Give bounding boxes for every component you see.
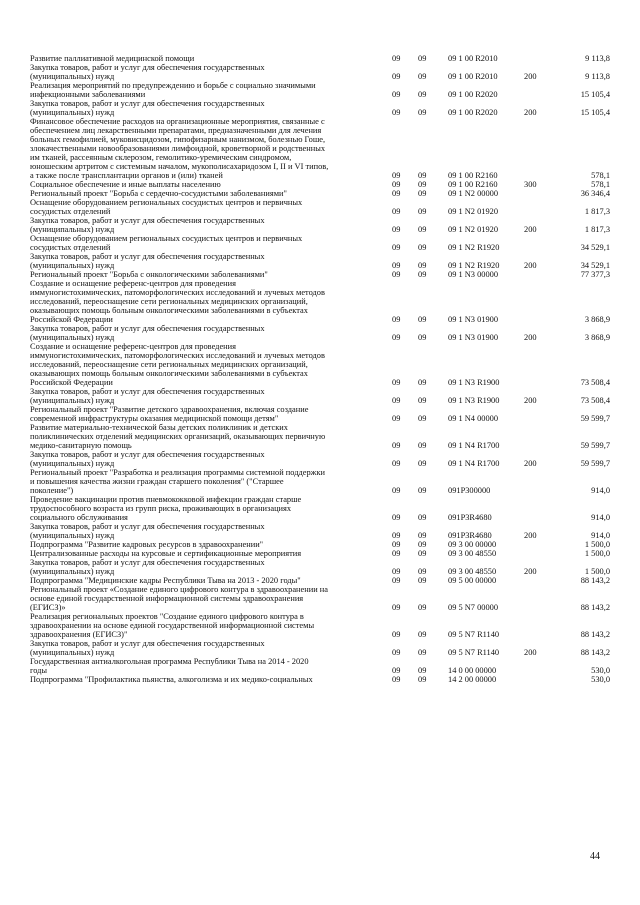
row-description: Закупка товаров, работ и услуг для обеспечения государственных (муниципальных) нужд <box>30 450 265 468</box>
row-description: Региональный проект "Борьба с сердечно-сосудистыми заболеваниями" <box>30 189 287 198</box>
row-target-article: 09 1 N3 R1900 <box>448 396 500 405</box>
row-subsection-code: 09 <box>418 90 427 99</box>
row-section-code: 09 <box>392 261 401 270</box>
row-description: Развитие материально-технической базы детских поликлиник и детских поликлинических отделений медицинских организаций, оказывающих первичную медико-санитарную помощь <box>30 423 326 450</box>
row-description: Реализация региональных проектов "Создание единого цифрового контура в здравоохранении на основе единой государственной информационной системы здравоохранения (ЕГИСЗ)" <box>30 612 315 639</box>
row-description: Финансовое обеспечение расходов на организационные мероприятия, связанные с обеспечением лиц лекарственными препаратами, предназначенными для лечения больных гемофилией, муковисцидозом, гипофизарным нанизмом, болезнью Гоше, злокачественными новообразованиями лимфоидной, кроветворной и родственных им тканей, рассеянным склерозом, гемолитико-уремическим синдромом, юношеским артритом с системным началом, мукополисахаридозом I, II и VI типов, а также после трансплантации органов и (или) тканей <box>30 117 329 180</box>
table-row <box>30 639 610 657</box>
table-row <box>30 468 610 495</box>
row-amount: 88 143,2 <box>580 648 610 657</box>
row-target-article: 09 1 00 R2020 <box>448 90 498 99</box>
row-description: Закупка товаров, работ и услуг для обеспечения государственных (муниципальных) нужд <box>30 324 265 342</box>
row-description: Создание и оснащение референс-центров для проведения иммуногистохимических, патоморфологических исследований и лучевых методов исследований, переоснащение сети региональных медицинских организаций, оказывающих помощь больным онкологическими заболеваниями в субъектах Российской Федерации <box>30 279 325 324</box>
row-amount: 73 508,4 <box>580 396 610 405</box>
table-row <box>30 450 610 468</box>
row-target-article: 09 5 N7 R1140 <box>448 648 500 657</box>
row-amount: 530,0 <box>591 675 610 684</box>
row-target-article: 09 5 00 00000 <box>448 576 497 585</box>
row-subsection-code: 09 <box>418 315 427 324</box>
row-subsection-code: 09 <box>418 54 427 63</box>
row-target-article: 09 1 N3 R1900 <box>448 378 500 387</box>
table-row <box>30 423 610 450</box>
row-description: Закупка товаров, работ и услуг для обеспечения государственных (муниципальных) нужд <box>30 522 265 540</box>
table-row <box>30 180 610 189</box>
row-section-code: 09 <box>392 396 401 405</box>
row-section-code: 09 <box>392 225 401 234</box>
page-number: 44 <box>590 851 600 862</box>
table-row <box>30 675 610 684</box>
row-description: Региональный проект "Борьба с онкологическими заболеваниями" <box>30 270 268 279</box>
table-row <box>30 81 610 99</box>
row-subsection-code: 09 <box>418 261 427 270</box>
row-description: Закупка товаров, работ и услуг для обеспечения государственных (муниципальных) нужд <box>30 216 265 234</box>
row-subsection-code: 09 <box>418 630 427 639</box>
table-row <box>30 189 610 198</box>
row-target-article: 09 1 N3 01900 <box>448 315 499 324</box>
row-amount: 88 143,2 <box>580 630 610 639</box>
row-section-code: 09 <box>392 648 401 657</box>
row-description: Закупка товаров, работ и услуг для обеспечения государственных (муниципальных) нужд <box>30 99 265 117</box>
row-section-code: 09 <box>392 675 401 684</box>
row-expense-type: 200 <box>524 261 537 270</box>
row-amount: 9 113,8 <box>585 72 610 81</box>
table-row <box>30 405 610 423</box>
row-description: Оснащение оборудованием региональных сосудистых центров и первичных сосудистых отделений <box>30 234 303 252</box>
row-subsection-code: 09 <box>418 270 427 279</box>
row-subsection-code: 09 <box>418 207 427 216</box>
row-amount: 9 113,8 <box>585 54 610 63</box>
row-section-code: 09 <box>392 180 401 189</box>
row-subsection-code: 09 <box>418 576 427 585</box>
row-section-code: 09 <box>392 459 401 468</box>
row-subsection-code: 09 <box>418 189 427 198</box>
table-row <box>30 117 610 180</box>
table-row <box>30 324 610 342</box>
row-subsection-code: 09 <box>418 540 427 549</box>
row-subsection-code: 09 <box>418 666 427 675</box>
row-amount: 1 500,0 <box>584 567 610 576</box>
row-expense-type: 200 <box>524 333 537 342</box>
row-target-article: 09 5 N7 00000 <box>448 603 499 612</box>
row-amount: 3 868,9 <box>584 333 610 342</box>
row-amount: 578,1 <box>591 180 610 189</box>
table-row <box>30 342 610 387</box>
table-row <box>30 657 610 675</box>
row-expense-type: 200 <box>524 225 537 234</box>
row-target-article: 09 1 00 R2010 <box>448 72 498 81</box>
row-amount: 1 817,3 <box>584 207 610 216</box>
row-subsection-code: 09 <box>418 567 427 576</box>
row-section-code: 09 <box>392 513 401 522</box>
table-row <box>30 585 610 612</box>
row-amount: 914,0 <box>591 531 610 540</box>
row-target-article: 09 3 00 00000 <box>448 540 497 549</box>
row-amount: 1 500,0 <box>584 540 610 549</box>
row-amount: 36 346,4 <box>580 189 610 198</box>
row-amount: 73 508,4 <box>580 378 610 387</box>
row-amount: 530,0 <box>591 666 610 675</box>
table-row <box>30 279 610 324</box>
row-section-code: 09 <box>392 630 401 639</box>
row-section-code: 09 <box>392 603 401 612</box>
row-section-code: 09 <box>392 207 401 216</box>
row-subsection-code: 09 <box>418 459 427 468</box>
row-section-code: 09 <box>392 378 401 387</box>
row-amount: 1 817,3 <box>584 225 610 234</box>
row-expense-type: 200 <box>524 648 537 657</box>
table-row <box>30 198 610 216</box>
row-section-code: 09 <box>392 486 401 495</box>
row-target-article: 09 1 00 R2160 <box>448 180 498 189</box>
row-description: Закупка товаров, работ и услуг для обеспечения государственных (муниципальных) нужд <box>30 252 265 270</box>
row-section-code: 09 <box>392 171 401 180</box>
row-subsection-code: 09 <box>418 441 427 450</box>
row-amount: 15 105,4 <box>580 90 610 99</box>
row-subsection-code: 09 <box>418 486 427 495</box>
row-target-article: 09 1 N4 R1700 <box>448 459 500 468</box>
row-amount: 59 599,7 <box>580 459 610 468</box>
row-target-article: 09 1 N4 R1700 <box>448 441 500 450</box>
table-row <box>30 576 610 585</box>
row-amount: 914,0 <box>591 513 610 522</box>
row-amount: 914,0 <box>591 486 610 495</box>
row-subsection-code: 09 <box>418 396 427 405</box>
row-target-article: 091P300000 <box>448 486 491 495</box>
row-target-article: 14 2 00 00000 <box>448 675 497 684</box>
table-row <box>30 252 610 270</box>
table-row <box>30 216 610 234</box>
row-target-article: 09 1 N2 R1920 <box>448 261 500 270</box>
row-section-code: 09 <box>392 414 401 423</box>
table-row <box>30 549 610 558</box>
row-description: Централизованные расходы на курсовые и сертификационные мероприятия <box>30 549 302 558</box>
row-section-code: 09 <box>392 441 401 450</box>
row-description: Оснащение оборудованием региональных сосудистых центров и первичных сосудистых отделений <box>30 198 303 216</box>
table-row <box>30 558 610 576</box>
table-row <box>30 495 610 522</box>
row-expense-type: 200 <box>524 72 537 81</box>
row-description: Подпрограмма "Профилактика пьянства, алкоголизма и их медико-социальных <box>30 675 313 684</box>
row-target-article: 09 1 00 R2160 <box>448 171 498 180</box>
row-description: Государственная антиалкогольная программа Республики Тыва на 2014 - 2020 годы <box>30 657 309 675</box>
row-section-code: 09 <box>392 531 401 540</box>
row-section-code: 09 <box>392 315 401 324</box>
row-expense-type: 200 <box>524 567 537 576</box>
row-section-code: 09 <box>392 90 401 99</box>
row-description: Социальное обеспечение и иные выплаты населению <box>30 180 221 189</box>
row-target-article: 09 1 00 R2020 <box>448 108 498 117</box>
row-amount: 578,1 <box>591 171 610 180</box>
row-amount: 88 143,2 <box>580 576 610 585</box>
table-row <box>30 234 610 252</box>
row-description: Закупка товаров, работ и услуг для обеспечения государственных (муниципальных) нужд <box>30 63 265 81</box>
row-description: Подпрограмма "Развитие кадровых ресурсов в здравоохранении" <box>30 540 264 549</box>
row-description: Региональный проект "Развитие детского здравоохранения, включая создание современной инфраструктуры оказания медицинской помощи детям" <box>30 405 309 423</box>
row-section-code: 09 <box>392 333 401 342</box>
row-description: Подпрограмма "Медицинские кадры Республики Тыва на 2013 - 2020 годы" <box>30 576 301 585</box>
table-row <box>30 270 610 279</box>
row-section-code: 09 <box>392 270 401 279</box>
row-description: Региональный проект "Разработка и реализация программы системной поддержки и повышения качества жизни граждан старшего поколения" ("Старшее поколение") <box>30 468 325 495</box>
row-section-code: 09 <box>392 54 401 63</box>
row-subsection-code: 09 <box>418 378 427 387</box>
row-target-article: 09 1 N3 00000 <box>448 270 499 279</box>
row-subsection-code: 09 <box>418 603 427 612</box>
row-description: Реализация мероприятий по предупреждению и борьбе с социально значимыми инфекционными заболеваниями <box>30 81 316 99</box>
row-amount: 59 599,7 <box>580 414 610 423</box>
row-amount: 15 105,4 <box>580 108 610 117</box>
row-amount: 88 143,2 <box>580 603 610 612</box>
row-target-article: 09 1 N2 01920 <box>448 225 499 234</box>
row-section-code: 09 <box>392 72 401 81</box>
row-expense-type: 200 <box>524 108 537 117</box>
row-description: Региональный проект «Создание единого цифрового контура в здравоохранении на основе единой государственной информационной системы здравоохранения (ЕГИСЗ)» <box>30 585 328 612</box>
row-target-article: 09 1 N3 01900 <box>448 333 499 342</box>
row-amount: 77 377,3 <box>580 270 610 279</box>
row-section-code: 09 <box>392 108 401 117</box>
row-target-article: 09 1 N2 00000 <box>448 189 499 198</box>
row-description: Проведение вакцинации против пневмококковой инфекции граждан старше трудоспособного возраста из групп риска, проживающих в организациях социального обслуживания <box>30 495 302 522</box>
row-target-article: 091P3R4680 <box>448 531 492 540</box>
row-amount: 34 529,1 <box>580 243 610 252</box>
row-expense-type: 200 <box>524 396 537 405</box>
table-row <box>30 522 610 540</box>
row-expense-type: 300 <box>524 180 537 189</box>
row-target-article: 14 0 00 00000 <box>448 666 497 675</box>
row-target-article: 09 1 N4 00000 <box>448 414 499 423</box>
row-section-code: 09 <box>392 666 401 675</box>
row-description: Развитие паллиативной медицинской помощи <box>30 54 195 63</box>
row-subsection-code: 09 <box>418 333 427 342</box>
row-subsection-code: 09 <box>418 549 427 558</box>
row-target-article: 09 1 N2 01920 <box>448 207 499 216</box>
row-subsection-code: 09 <box>418 171 427 180</box>
row-section-code: 09 <box>392 189 401 198</box>
table-row <box>30 54 610 63</box>
row-section-code: 09 <box>392 576 401 585</box>
row-section-code: 09 <box>392 549 401 558</box>
table-row <box>30 387 610 405</box>
row-subsection-code: 09 <box>418 225 427 234</box>
row-section-code: 09 <box>392 540 401 549</box>
budget-table <box>30 54 610 684</box>
row-amount: 59 599,7 <box>580 441 610 450</box>
row-subsection-code: 09 <box>418 675 427 684</box>
row-section-code: 09 <box>392 243 401 252</box>
row-description: Закупка товаров, работ и услуг для обеспечения государственных (муниципальных) нужд <box>30 639 265 657</box>
table-row <box>30 612 610 639</box>
row-description: Закупка товаров, работ и услуг для обеспечения государственных (муниципальных) нужд <box>30 387 265 405</box>
row-target-article: 09 1 00 R2010 <box>448 54 498 63</box>
row-amount: 3 868,9 <box>584 315 610 324</box>
row-description: Закупка товаров, работ и услуг для обеспечения государственных (муниципальных) нужд <box>30 558 265 576</box>
row-amount: 34 529,1 <box>580 261 610 270</box>
row-subsection-code: 09 <box>418 108 427 117</box>
row-subsection-code: 09 <box>418 414 427 423</box>
row-amount: 1 500,0 <box>584 549 610 558</box>
row-subsection-code: 09 <box>418 180 427 189</box>
row-subsection-code: 09 <box>418 531 427 540</box>
table-row <box>30 540 610 549</box>
row-target-article: 091P3R4680 <box>448 513 492 522</box>
row-target-article: 09 5 N7 R1140 <box>448 630 500 639</box>
row-expense-type: 200 <box>524 459 537 468</box>
row-subsection-code: 09 <box>418 513 427 522</box>
row-subsection-code: 09 <box>418 648 427 657</box>
table-row <box>30 99 610 117</box>
table-row <box>30 63 610 81</box>
row-target-article: 09 1 N2 R1920 <box>448 243 500 252</box>
row-target-article: 09 3 00 48550 <box>448 567 497 576</box>
row-target-article: 09 3 00 48550 <box>448 549 497 558</box>
row-section-code: 09 <box>392 567 401 576</box>
row-subsection-code: 09 <box>418 72 427 81</box>
row-subsection-code: 09 <box>418 243 427 252</box>
row-expense-type: 200 <box>524 531 537 540</box>
row-description: Создание и оснащение референс-центров для проведения иммуногистохимических, патоморфологических исследований и лучевых методов исследований, переоснащение сети региональных медицинских организаций, оказывающих помощь больным онкологическими заболеваниями в субъектах Российской Федерации <box>30 342 325 387</box>
